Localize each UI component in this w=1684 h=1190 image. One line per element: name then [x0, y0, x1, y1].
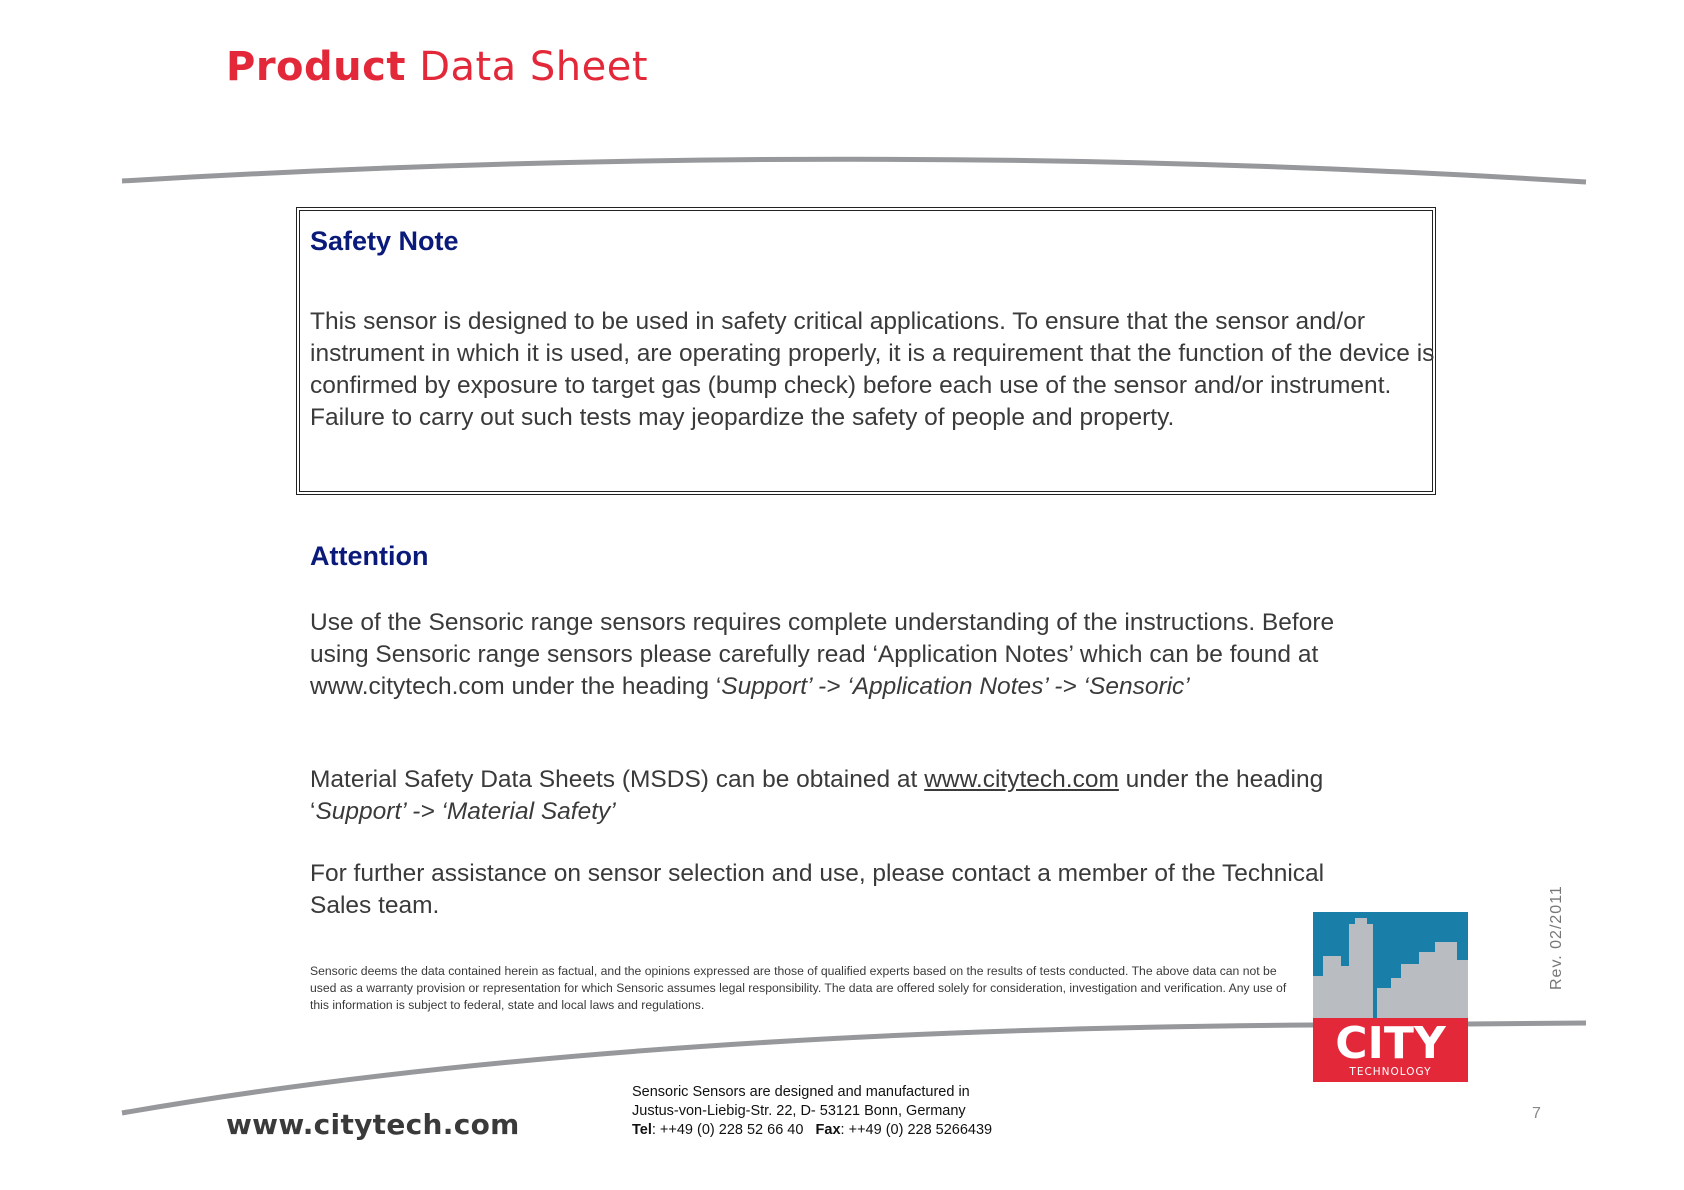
application-notes-text: Use of the Sensoric range sensors requires complete understanding of the instructions. Before using Sensoric range sensors please carefully read ‘Application Notes’ which can be found at www.citytech.com under the heading ‘: [310, 609, 1335, 700]
title-bold: Product: [226, 44, 406, 90]
logo-word: CITY: [1335, 1018, 1446, 1069]
top-swoosh: [122, 159, 1586, 182]
footer-line-1: Sensoric Sensors are designed and manufactured in: [632, 1084, 970, 1100]
tel-value: : ++49 (0) 228 52 66 40: [651, 1122, 804, 1138]
tel-label: Tel: [632, 1122, 652, 1138]
attention-paragraph-assistance: For further assistance on sensor selection and use, please contact a member of the Technical Sales team.: [310, 860, 1325, 919]
footer-website-url[interactable]: www.citytech.com: [226, 1108, 520, 1141]
attention-paragraph-msds: [310, 764, 1360, 828]
disclaimer-text: Sensoric deems the data contained herein as factual, and the opinions expressed are those of qualified experts based on the results of tests conducted. The above data can not be used as a warranty provision or representation for which Sensoric assumes legal responsibility. The data are offered solely for consideration, investigation and verification. Any use of this information is subject to federal, state and local laws and regulations.: [310, 964, 1287, 1012]
city-technology-logo: [1313, 912, 1468, 1082]
fax-label: Fax: [815, 1122, 841, 1138]
footer-address: [632, 1083, 992, 1140]
title-light: Data Sheet: [419, 44, 649, 90]
attention-paragraph-application-notes: [310, 607, 1360, 703]
attention-heading: Attention: [310, 541, 429, 571]
footer-contact-line: [632, 1121, 992, 1140]
page-number: 7: [1532, 1105, 1541, 1122]
citytech-link[interactable]: www.citytech.com: [924, 766, 1119, 793]
safety-note-heading: Safety Note: [310, 226, 459, 256]
application-notes-path: Support’ -> ‘Application Notes’ -> ‘Sensoric’: [721, 673, 1190, 700]
msds-text-2: under the heading ‘: [310, 766, 1324, 825]
msds-path: Support’ -> ‘Material Safety’: [315, 798, 616, 825]
page-title: [226, 44, 648, 90]
fax-value: : ++49 (0) 228 5266439: [840, 1122, 993, 1138]
logo-subtitle: TECHNOLOGY: [1349, 1066, 1432, 1078]
footer-line-2: Justus-von-Liebig-Str. 22, D- 53121 Bonn, Germany: [632, 1103, 966, 1119]
safety-note-body: This sensor is designed to be used in safety critical applications. To ensure that the sensor and/or instrument in which it is used, are operating properly, it is a requirement that the function of the device is confirmed by exposure to target gas (bump check) before each use of the sensor and/or instrument. Failure to carry out such tests may jeopardize the safety of people and property.: [310, 308, 1435, 431]
msds-text: Material Safety Data Sheets (MSDS) can be obtained at: [310, 766, 925, 793]
revision-label: Rev. 02/2011: [1548, 885, 1565, 990]
